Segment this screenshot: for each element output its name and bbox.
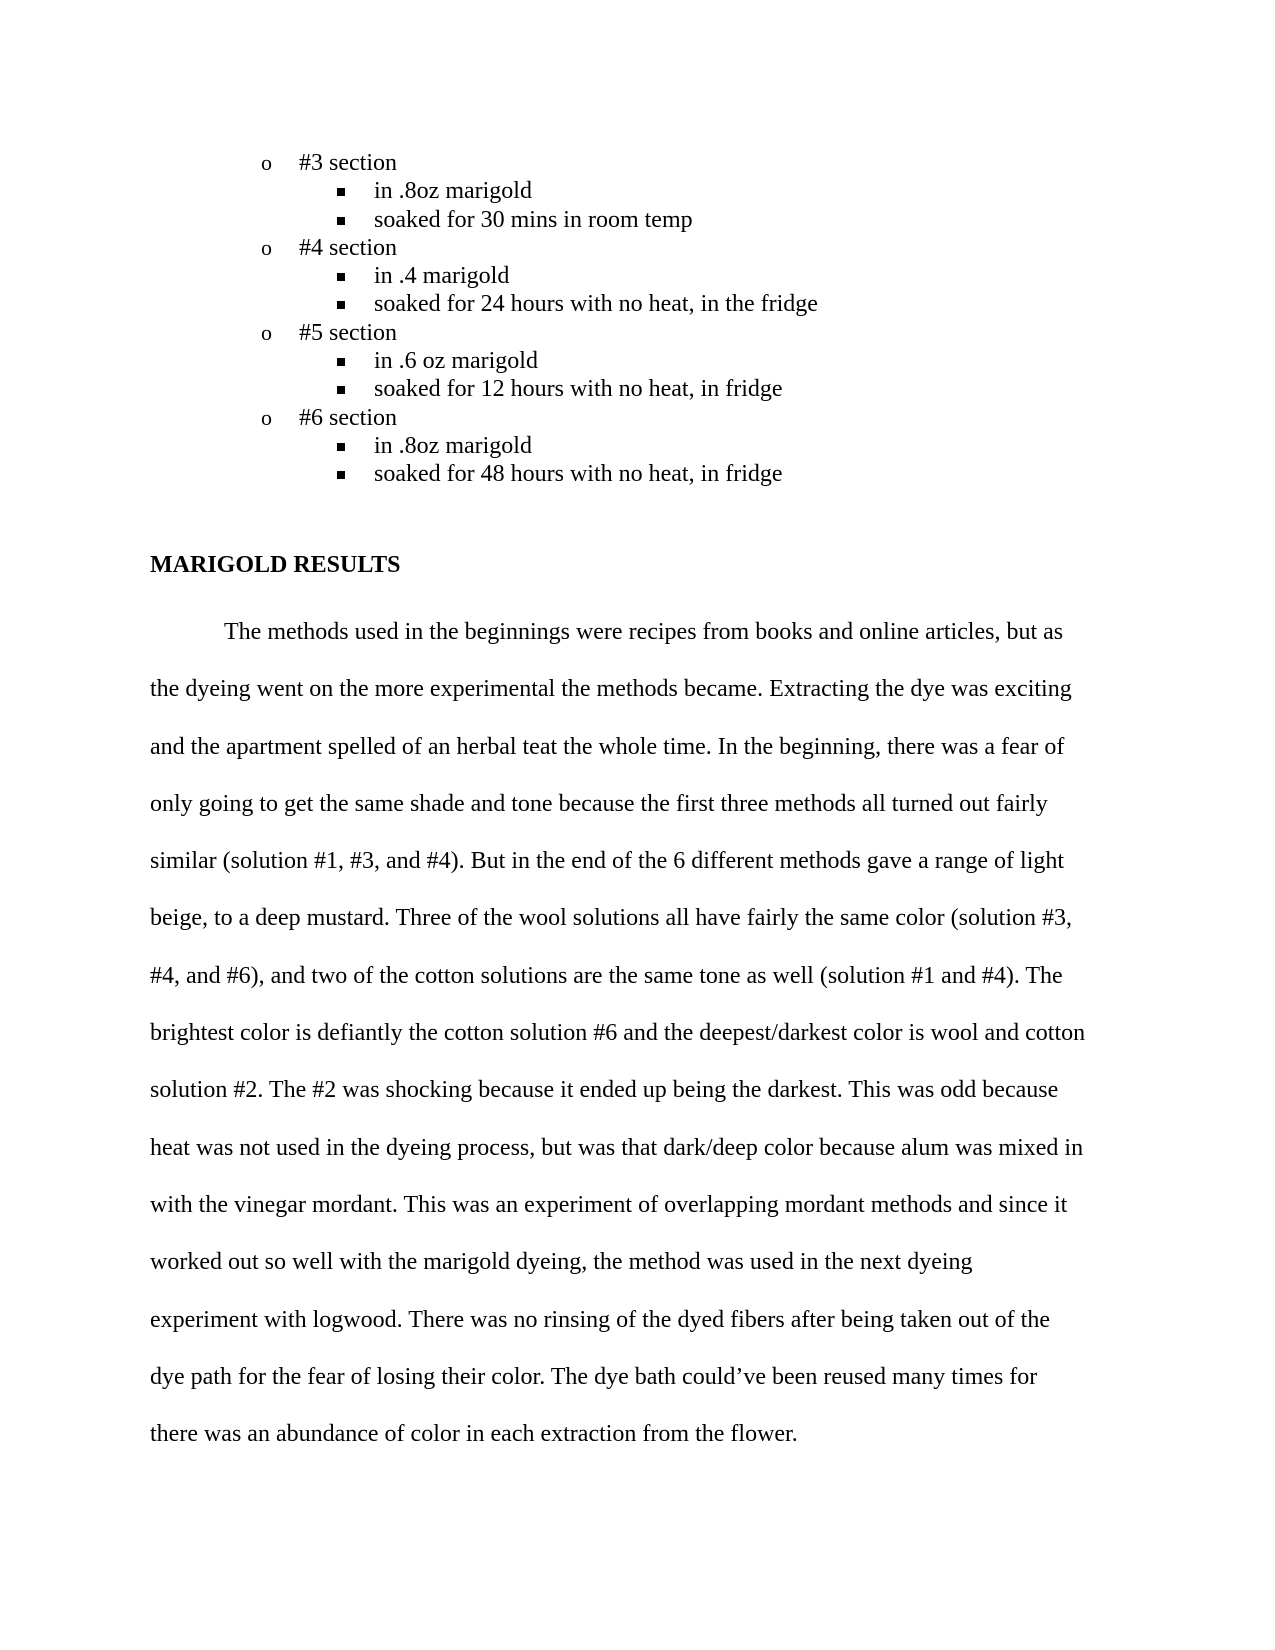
paragraph-line: worked out so well with the marigold dyeing, the method was used in the next dyeing: [150, 1249, 973, 1276]
paragraph-line: only going to get the same shade and tone because the first three methods all turned out fairly: [150, 790, 1048, 817]
square-bullet: [337, 386, 345, 394]
results-paragraph: [150, 604, 1130, 1463]
paragraph-line: similar (solution #1, #3, and #4). But in the end of the 6 different methods gave a range of light: [150, 848, 1065, 875]
sub-item-text: soaked for 12 hours with no heat, in fridge: [374, 376, 783, 403]
square-bullet: [337, 301, 345, 309]
sub-item-text: soaked for 24 hours with no heat, in the fridge: [374, 291, 818, 318]
paragraph-line: beige, to a deep mustard. Three of the wool solutions all have fairly the same color (solution #3,: [150, 905, 1072, 932]
hollow-bullet: o: [261, 404, 272, 430]
paragraph-line: with the vinegar mordant. This was an experiment of overlapping mordant methods and since it: [150, 1191, 1068, 1218]
paragraph-line: experiment with logwood. There was no rinsing of the dyed fibers after being taken out of the: [150, 1306, 1050, 1333]
section-label: #6 section: [299, 404, 397, 431]
list-item: [0, 290, 1275, 318]
square-bullet: [337, 273, 345, 281]
section-label: #5 section: [299, 319, 397, 346]
list-item: [0, 460, 1275, 488]
paragraph-line: dye path for the fear of losing their color. The dye bath could’ve been reused many times for: [150, 1363, 1038, 1390]
sub-item-text: in .8oz marigold: [374, 178, 532, 205]
paragraph-line: #4, and #6), and two of the cotton solutions are the same tone as well (solution #1 and #4). The: [150, 962, 1063, 989]
paragraph-line: heat was not used in the dyeing process, but was that dark/deep color because alum was mixed in: [150, 1134, 1084, 1161]
section-label: #4 section: [299, 234, 397, 261]
hollow-bullet: o: [261, 319, 272, 345]
hollow-bullet: o: [261, 150, 272, 175]
section-label: #3 section: [299, 150, 397, 176]
list-item: [0, 262, 1275, 290]
method-outline-list: [0, 149, 1275, 489]
list-item: [0, 234, 1275, 262]
list-item: [0, 375, 1275, 403]
paragraph-line: and the apartment spelled of an herbal teat the whole time. In the beginning, there was a fear of: [150, 733, 1065, 760]
square-bullet: [337, 217, 345, 225]
list-item: [0, 206, 1275, 234]
square-bullet: [337, 471, 345, 479]
list-item: [0, 404, 1275, 432]
paragraph-line: brightest color is defiantly the cotton solution #6 and the deepest/darkest color is wool and cotton: [150, 1020, 1086, 1047]
square-bullet: [337, 443, 345, 451]
paragraph-line: the dyeing went on the more experimental the methods became. Extracting the dye was exciting: [150, 676, 1072, 703]
hollow-bullet: o: [261, 234, 272, 260]
list-item: [0, 347, 1275, 375]
square-bullet: [337, 188, 345, 196]
list-item: [0, 432, 1275, 460]
sub-item-text: in .4 marigold: [374, 263, 510, 290]
list-item: [0, 149, 1275, 177]
square-bullet: [337, 358, 345, 366]
paragraph-line: solution #2. The #2 was shocking because it ended up being the darkest. This was odd because: [150, 1077, 1059, 1104]
paragraph-line: The methods used in the beginnings were recipes from books and online articles, but as: [224, 619, 1064, 645]
sub-item-text: in .8oz marigold: [374, 432, 532, 459]
sub-item-text: soaked for 48 hours with no heat, in fridge: [374, 461, 783, 488]
paragraph-line: there was an abundance of color in each extraction from the flower.: [150, 1421, 798, 1448]
sub-item-text: soaked for 30 mins in room temp: [374, 206, 693, 233]
list-item: [0, 319, 1275, 347]
sub-item-text: in .6 oz marigold: [374, 348, 538, 375]
list-item: [0, 177, 1275, 205]
section-heading: MARIGOLD RESULTS: [150, 552, 401, 578]
